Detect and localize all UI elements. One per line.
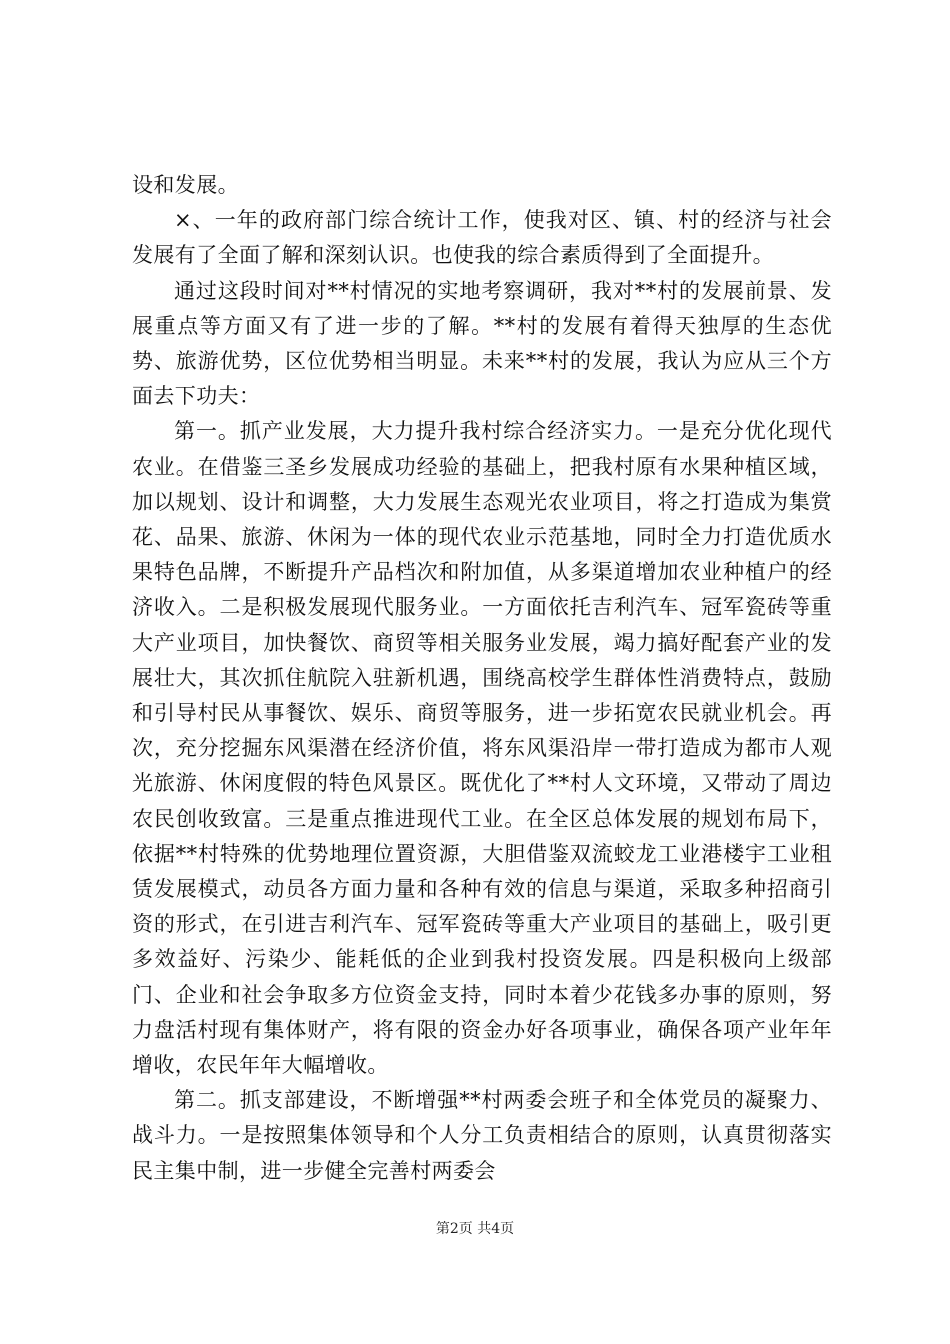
paragraph-5: 第二。抓支部建设，不断增强**村两委会班子和全体党员的凝聚力、战斗力。一是按照集体领导和个人分工负责相结合的原则，认真贯彻落实民主集中制，进一步健全完善村两委会 bbox=[132, 1088, 832, 1183]
document-body bbox=[132, 168, 832, 1189]
paragraph-4: 第一。抓产业发展，大力提升我村综合经济实力。一是充分优化现代农业。在借鉴三圣乡发展成功经验的基础上，把我村原有水果种植区域，加以规划、设计和调整，大力发展生态观光农业项目，将之打造成为集赏花、品果、旅游、休闲为一体的现代农业示范基地，同时全力打造优质水果特色品牌，不断提升产品档次和附加值，从多渠道增加农业种植户的经济收入。二是积极发展现代服务业。一方面依托吉利汽车、冠军瓷砖等重大产业项目，加快餐饮、商贸等相关服务业发展，竭力搞好配套产业的发展壮大，其次抓住航院入驻新机遇，围绕高校学生群体性消费特点，鼓励和引导村民从事餐饮、娱乐、商贸等服务，进一步拓宽农民就业机会。再次，充分挖掘东风渠潜在经济价值，将东风渠沿岸一带打造成为都市人观光旅游、休闲度假的特色风景区。既优化了**村人文环境，又带动了周边农民创收致富。三是重点推进现代工业。在全区总体发展的规划布局下，依据**村特殊的优势地理位置资源，大胆借鉴双流蛟龙工业港楼宇工业租赁发展模式，动员各方面力量和各种有效的信息与渠道，采取多种招商引资的形式，在引进吉利汽车、冠军瓷砖等重大产业项目的基础上，吸引更多效益好、污染少、能耗低的企业到我村投资发展。四是积极向上级部门、企业和社会争取多方位资金支持，同时本着少花钱多办事的原则，努力盘活村现有集体财产，将有限的资金办好各项事业，确保各项产业年年增收，农民年年大幅增收。 bbox=[132, 419, 832, 1078]
page-footer bbox=[0, 1218, 950, 1238]
paragraph-1: 设和发展。 bbox=[132, 173, 239, 197]
paragraph-2: ×、一年的政府部门综合统计工作，使我对区、镇、村的经济与社会发展有了全面了解和深刻认识。也使我的综合素质得到了全面提升。 bbox=[132, 208, 832, 268]
paragraph-3: 通过这段时间对**村情况的实地考察调研，我对**村的发展前景、发展重点等方面又有了进一步的了解。**村的发展有着得天独厚的生态优势、旅游优势，区位优势相当明显。未来**村的发展，我认为应从三个方面去下功夫： bbox=[132, 278, 832, 409]
page-number-label: 第2页 共4页 bbox=[435, 1221, 515, 1237]
